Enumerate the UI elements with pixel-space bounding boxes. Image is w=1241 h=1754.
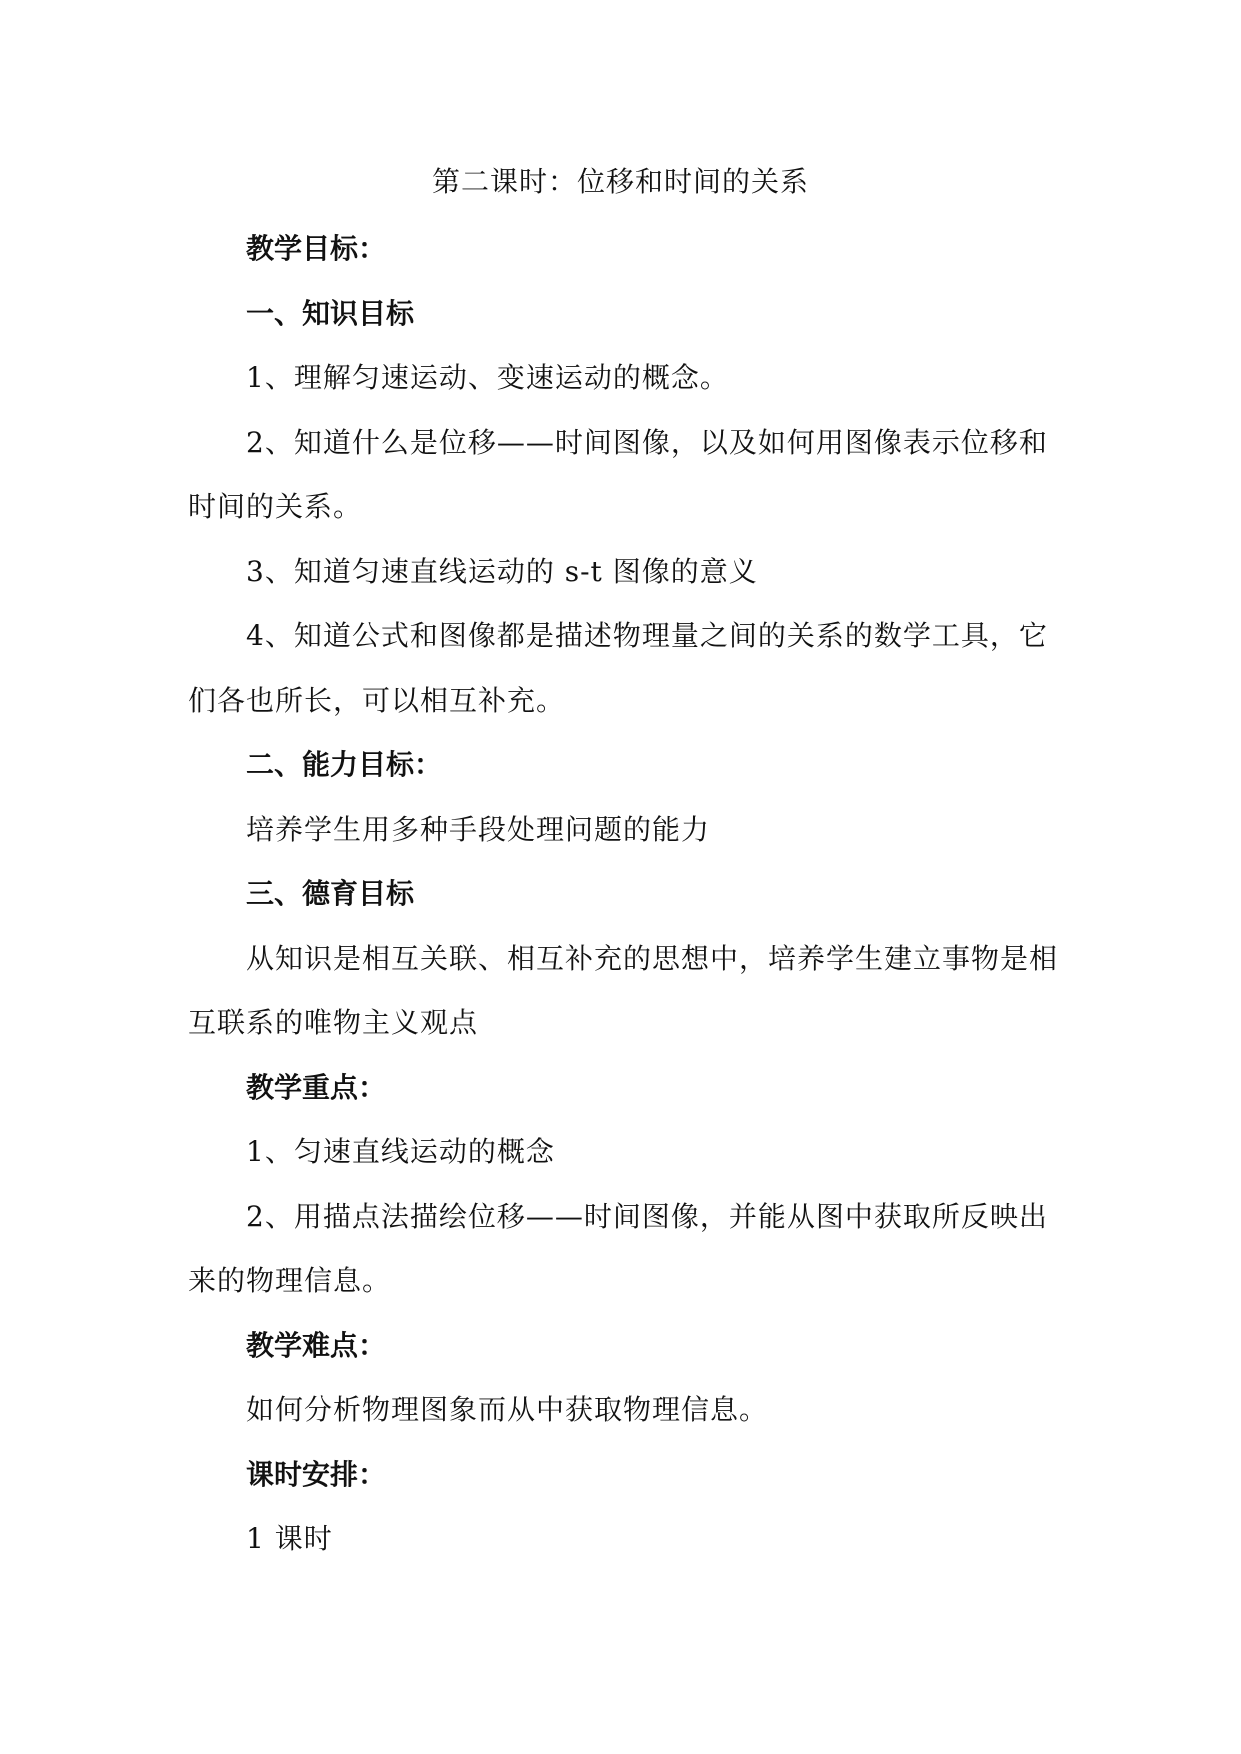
page-title: 第二课时：位移和时间的关系	[431, 165, 809, 198]
knowledge-item-2-continued: 时间的关系。	[188, 490, 363, 523]
knowledge-item-1: 1、理解匀速运动、变速运动的概念。	[246, 361, 729, 394]
heading-knowledge-objectives: 一、知识目标	[246, 297, 415, 330]
heading-schedule: 课时安排：	[246, 1458, 387, 1491]
key-point-2-continued: 来的物理信息。	[188, 1264, 392, 1297]
key-point-2: 2、用描点法描绘位移——时间图像，并能从图中获取所反映出	[246, 1200, 1048, 1233]
heading-ability-objectives: 二、能力目标：	[246, 748, 443, 781]
moral-text-continued: 互联系的唯物主义观点	[188, 1006, 479, 1039]
heading-key-points: 教学重点：	[246, 1071, 387, 1104]
knowledge-item-4-continued: 们各也所长，可以相互补充。	[188, 684, 566, 717]
schedule-text: 1 课时	[246, 1522, 333, 1555]
heading-objectives: 教学目标：	[246, 232, 387, 265]
heading-moral-objectives: 三、德育目标	[246, 877, 415, 910]
heading-difficulty: 教学难点：	[246, 1329, 387, 1362]
knowledge-item-2: 2、知道什么是位移——时间图像，以及如何用图像表示位移和	[246, 426, 1048, 459]
key-point-1: 1、匀速直线运动的概念	[246, 1135, 555, 1168]
moral-text: 从知识是相互关联、相互补充的思想中，培养学生建立事物是相	[246, 942, 1059, 975]
knowledge-item-3: 3、知道匀速直线运动的 s-t 图像的意义	[246, 555, 758, 588]
ability-text: 培养学生用多种手段处理问题的能力	[246, 813, 711, 846]
knowledge-item-4: 4、知道公式和图像都是描述物理量之间的关系的数学工具，它	[246, 619, 1048, 652]
difficulty-text: 如何分析物理图象而从中获取物理信息。	[246, 1393, 769, 1426]
